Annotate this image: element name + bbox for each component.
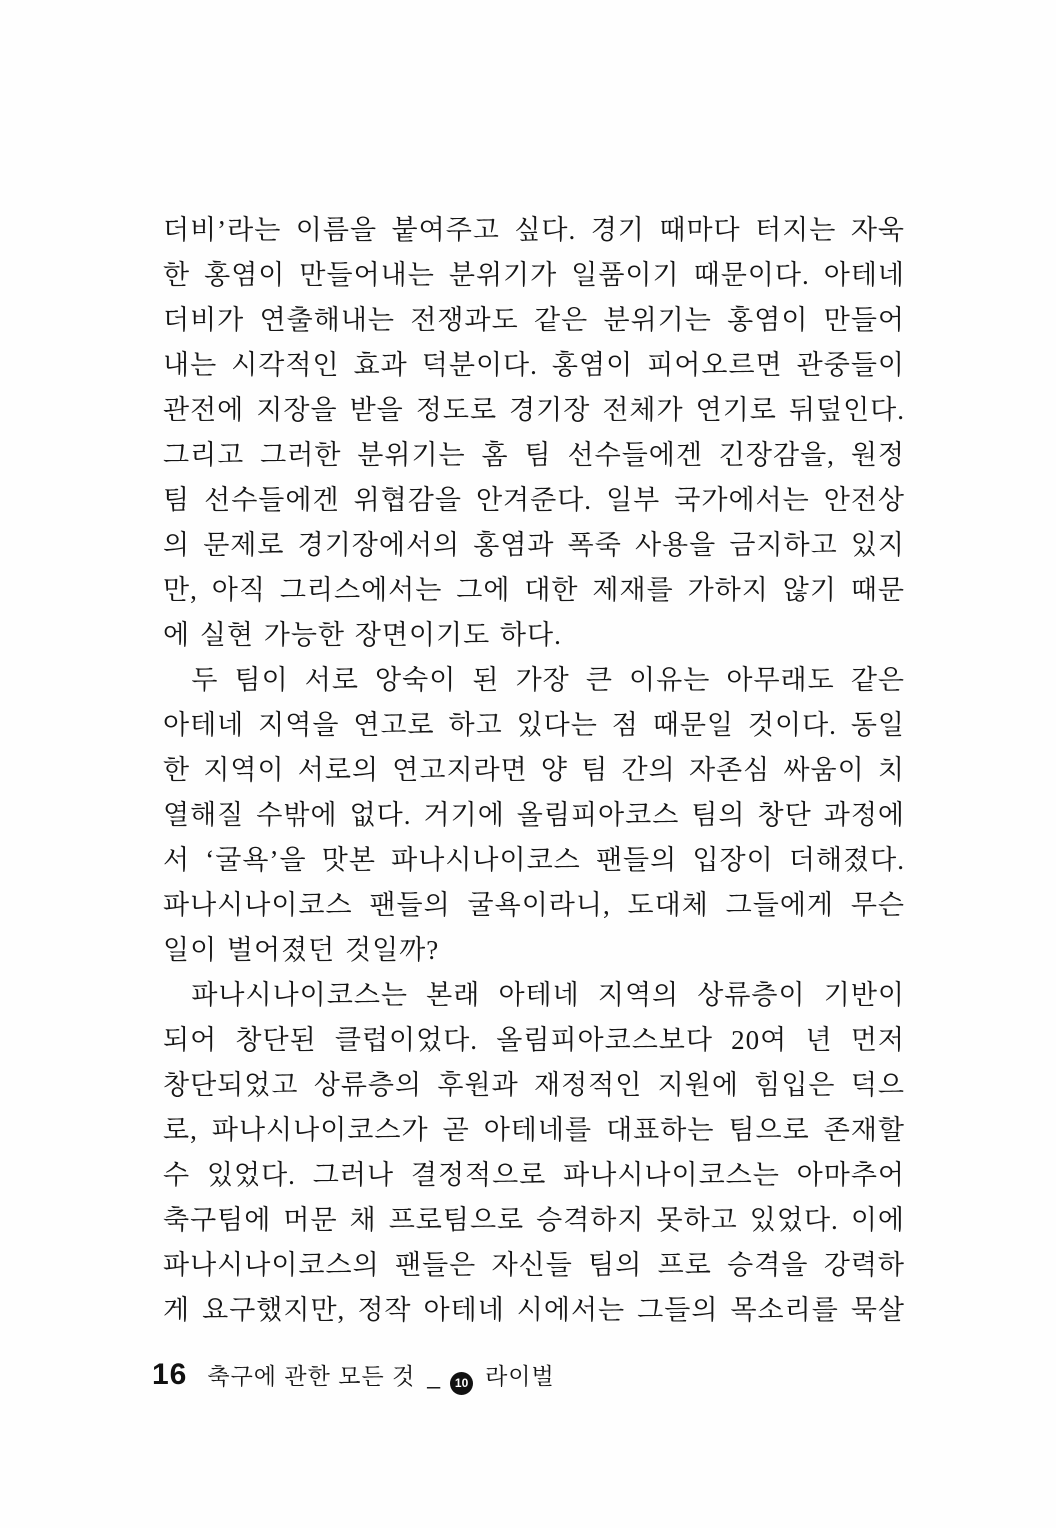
- body-text-line: 만, 아직 그리스에서는 그에 대한 제재를 가하지 않기 때문: [163, 575, 905, 605]
- body-text-block: [163, 208, 905, 1333]
- paragraph: [163, 973, 905, 1333]
- footer-volume-title: 라이벌: [485, 1363, 555, 1389]
- footer-separator: _: [427, 1363, 441, 1389]
- body-text-line: 서 ‘굴욕’을 맛본 파나시나이코스 팬들의 입장이 더해졌다.: [163, 845, 905, 875]
- circled-10-icon: 10: [450, 1372, 473, 1395]
- body-text-line: 파나시나이코스는 본래 아테네 지역의 상류층이 기반이: [191, 980, 905, 1010]
- body-text-line: 게 요구했지만, 정작 아테네 시에서는 그들의 목소리를 묵살: [163, 1295, 905, 1325]
- body-text-line: 팀 선수들에겐 위협감을 안겨준다. 일부 국가에서는 안전상: [163, 485, 905, 515]
- body-text-line: 더비가 연출해내는 전쟁과도 같은 분위기는 홍염이 만들어: [163, 305, 905, 335]
- body-text-line: 관전에 지장을 받을 정도로 경기장 전체가 연기로 뒤덮인다.: [163, 395, 905, 425]
- body-text-line: 의 문제로 경기장에서의 홍염과 폭죽 사용을 금지하고 있지: [163, 530, 905, 560]
- body-text-line: 더비’라는 이름을 붙여주고 싶다. 경기 때마다 터지는 자욱: [163, 215, 905, 245]
- paragraph: [163, 658, 905, 973]
- paragraph: [163, 208, 905, 658]
- body-text-line: 한 홍염이 만들어내는 분위기가 일품이기 때문이다. 아테네: [163, 260, 905, 290]
- body-text-line: 되어 창단된 클럽이었다. 올림피아코스보다 20여 년 먼저: [163, 1025, 905, 1055]
- body-text-line: 파나시나이코스 팬들의 굴욕이라니, 도대체 그들에게 무슨: [163, 890, 905, 920]
- body-text-line: 열해질 수밖에 없다. 거기에 올림피아코스 팀의 창단 과정에: [163, 800, 905, 830]
- body-text-line: 일이 벌어졌던 것일까?: [163, 935, 440, 965]
- body-text-line: 에 실현 가능한 장면이기도 하다.: [163, 620, 562, 650]
- body-text-line: 파나시나이코스의 팬들은 자신들 팀의 프로 승격을 강력하: [163, 1250, 905, 1280]
- page-footer: [152, 1358, 555, 1392]
- footer-book-title: 축구에 관한 모든 것: [207, 1363, 416, 1389]
- body-text-line: 그리고 그러한 분위기는 홈 팀 선수들에겐 긴장감을, 원정: [163, 440, 905, 470]
- page-number: 16: [152, 1358, 188, 1391]
- body-text-line: 아테네 지역을 연고로 하고 있다는 점 때문일 것이다. 동일: [163, 710, 905, 740]
- body-text-line: 로, 파나시나이코스가 곧 아테네를 대표하는 팀으로 존재할: [163, 1115, 905, 1145]
- body-text-line: 창단되었고 상류층의 후원과 재정적인 지원에 힘입은 덕으: [163, 1070, 905, 1100]
- body-text-line: 내는 시각적인 효과 덕분이다. 홍염이 피어오르면 관중들이: [163, 350, 905, 380]
- body-text-line: 축구팀에 머문 채 프로팀으로 승격하지 못하고 있었다. 이에: [163, 1205, 905, 1235]
- body-text-line: 수 있었다. 그러나 결정적으로 파나시나이코스는 아마추어: [163, 1160, 905, 1190]
- body-text-line: 한 지역이 서로의 연고지라면 양 팀 간의 자존심 싸움이 치: [163, 755, 905, 785]
- body-text-line: 두 팀이 서로 앙숙이 된 가장 큰 이유는 아무래도 같은: [191, 665, 905, 695]
